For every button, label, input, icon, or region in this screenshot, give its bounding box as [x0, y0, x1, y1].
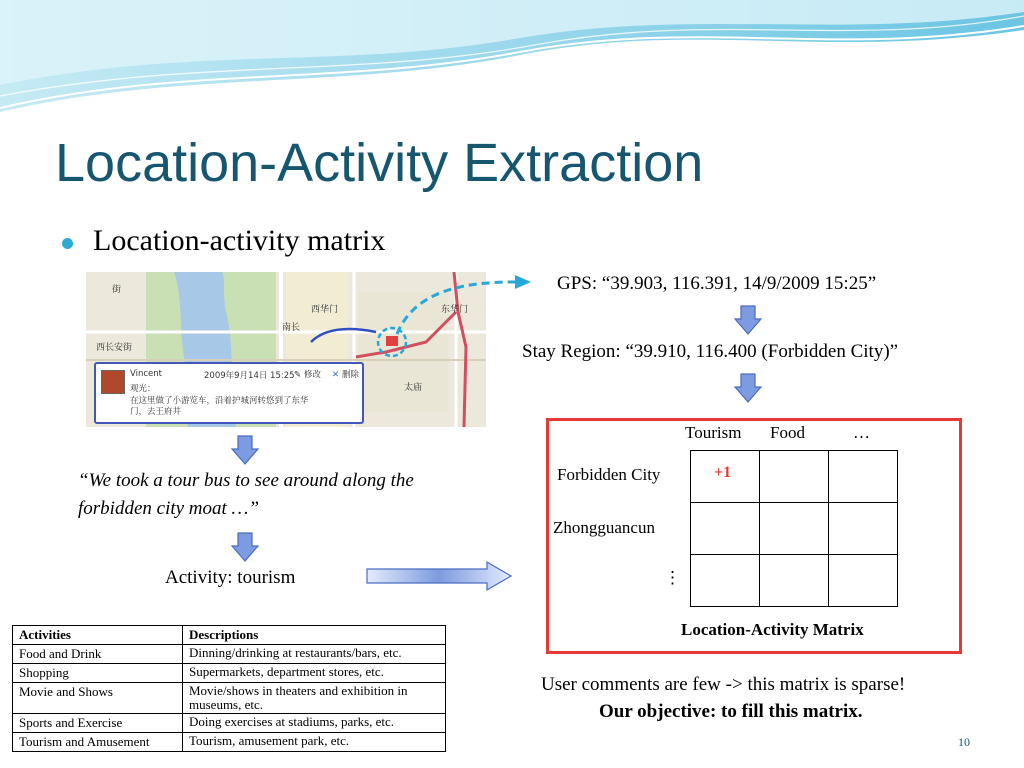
- matrix-cell: [829, 503, 898, 555]
- close-icon: ✕: [332, 370, 340, 380]
- table-cell-description: Dinning/drinking at restaurants/bars, etc.: [183, 645, 446, 664]
- user-comment-quote: “We took a tour bus to see around along the forbidden city moat …”: [78, 470, 414, 519]
- table-cell-activity: Food and Drink: [13, 645, 183, 664]
- right-arrow-icon: [365, 560, 515, 592]
- map-label-west-gate: 西华门: [311, 305, 339, 315]
- page-number: 10: [958, 735, 970, 749]
- comment-line-2: 在这里做了小游览车，沿着护城河转悠到了东华: [130, 396, 309, 406]
- header-wave-decoration: [0, 0, 1024, 120]
- map-label-temple: 太庙: [404, 383, 423, 393]
- map-label-street: 西长安街: [96, 343, 133, 353]
- table-cell-activity: Tourism and Amusement: [13, 733, 183, 752]
- table-row: [13, 714, 446, 733]
- avatar: [101, 370, 125, 394]
- down-arrow-icon: [231, 532, 259, 562]
- matrix-cell: [760, 555, 829, 607]
- dashed-arrow-icon: [395, 270, 535, 340]
- table-cell-description: Supermarkets, department stores, etc.: [183, 664, 446, 683]
- table-row: [13, 664, 446, 683]
- matrix-cell: [691, 555, 760, 607]
- comment-delete-label: 删除: [341, 370, 359, 380]
- table-row: [13, 683, 446, 714]
- matrix-col-header-more: …: [853, 423, 870, 442]
- matrix-cell: [691, 503, 760, 555]
- table-cell-activity: Shopping: [13, 664, 183, 683]
- matrix-caption: Location-Activity Matrix: [681, 620, 864, 639]
- comment-edit-label: 修改: [303, 370, 321, 380]
- down-arrow-icon: [231, 435, 259, 465]
- matrix-cell: [829, 555, 898, 607]
- matrix-cell: [760, 451, 829, 503]
- table-header-activities: Activities: [13, 626, 183, 645]
- activities-table: [12, 625, 446, 752]
- table-row: [13, 733, 446, 752]
- bullet-icon: [62, 238, 73, 249]
- matrix-cell-value: +1: [714, 464, 732, 481]
- table-header-descriptions: Descriptions: [183, 626, 446, 645]
- matrix-row-label-forbidden-city: Forbidden City: [557, 465, 661, 484]
- comment-delete-button[interactable]: [332, 368, 359, 380]
- table-header-row: [13, 626, 446, 645]
- stay-region: Stay Region: “39.910, 116.400 (Forbidden City)”: [522, 341, 899, 362]
- activity-label: Activity: tourism: [165, 567, 296, 588]
- matrix-row: [691, 555, 898, 607]
- gps-record: GPS: “39.903, 116.391, 14/9/2009 15:25”: [557, 273, 877, 294]
- matrix-cell: [829, 451, 898, 503]
- matrix-row-label-zhongguancun: Zhongguancun: [553, 518, 655, 537]
- comment-edit-button[interactable]: ✎ 修改: [294, 370, 321, 380]
- comment-date: 2009年9月14日 15:25: [204, 371, 295, 381]
- map-label-south: 南长: [282, 323, 301, 333]
- matrix-row-label-more: ⋮: [664, 568, 681, 587]
- bullet-text: Location-activity matrix: [93, 224, 386, 257]
- table-cell-description: Movie/shows in theaters and exhibition in museums, etc.: [183, 683, 446, 714]
- sparse-note: User comments are few -> this matrix is sparse!: [541, 674, 906, 695]
- down-arrow-icon: [734, 305, 762, 335]
- table-cell-description: Doing exercises at stadiums, parks, etc.: [183, 714, 446, 733]
- map-label-east-gate: 东华门: [441, 305, 469, 315]
- matrix-col-header-food: Food: [770, 423, 805, 442]
- matrix-cell: [760, 503, 829, 555]
- table-row: [13, 645, 446, 664]
- table-cell-activity: Movie and Shows: [13, 683, 183, 714]
- comment-user: Vincent: [130, 369, 162, 379]
- comment-line-3: 门，去王府井: [130, 407, 182, 417]
- table-cell-description: Tourism, amusement park, etc.: [183, 733, 446, 752]
- objective-note: Our objective: to fill this matrix.: [599, 701, 863, 722]
- map-comment-popup: [94, 362, 364, 424]
- matrix-col-header-tourism: Tourism: [685, 423, 742, 442]
- matrix-row: [691, 503, 898, 555]
- comment-line-1: 观光：: [130, 384, 156, 394]
- table-cell-activity: Sports and Exercise: [13, 714, 183, 733]
- slide-title: Location-Activity Extraction: [55, 133, 704, 193]
- down-arrow-icon: [734, 373, 762, 403]
- map-label-jie: 街: [112, 285, 122, 295]
